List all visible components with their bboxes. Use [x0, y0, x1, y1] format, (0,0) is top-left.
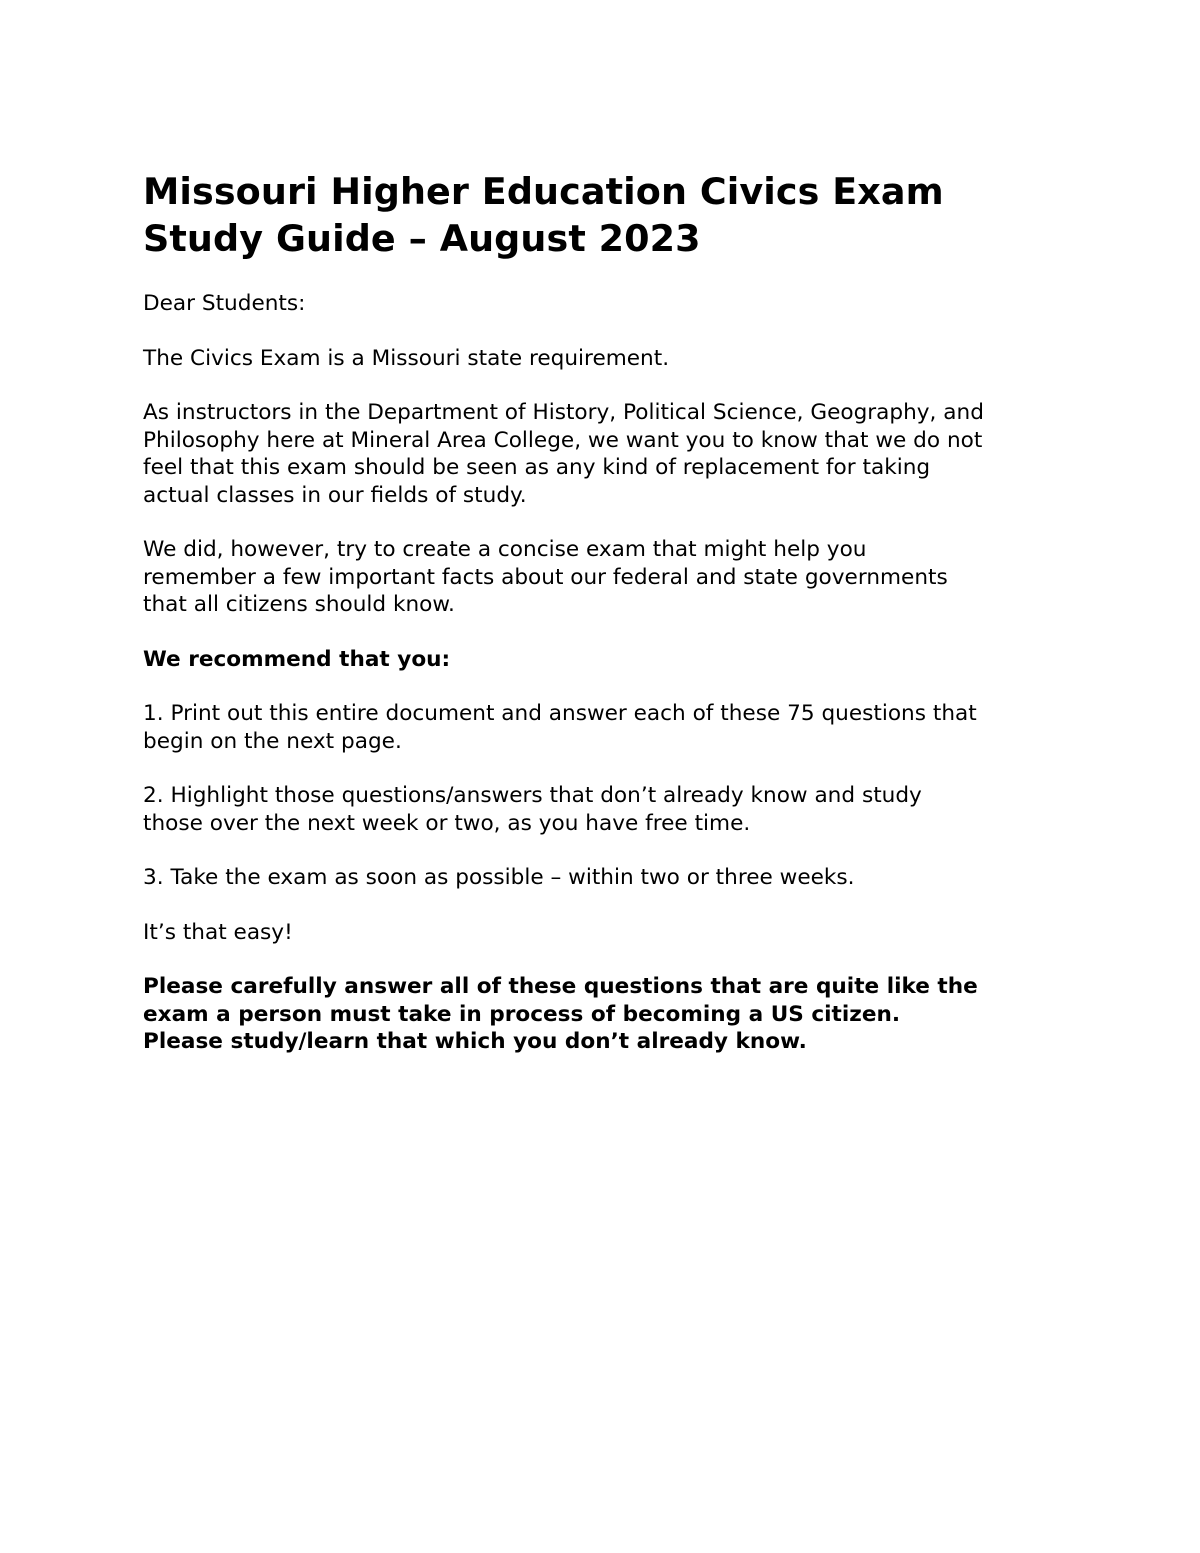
closing-line: Please study/learn that which you don’t already know. — [143, 1029, 807, 1054]
step-line: those over the next week or two, as you have free time. — [143, 810, 751, 836]
salutation: Dear Students: — [143, 291, 306, 316]
paragraph-concise-exam — [143, 536, 1083, 619]
step-2 — [143, 782, 1083, 837]
paragraph-instructors — [143, 399, 1083, 509]
paragraph-line: As instructors in the Department of History, Political Science, Geography, and — [143, 400, 984, 425]
paragraph-line: that all citizens should know. — [143, 592, 455, 617]
closing-line: Please carefully answer all of these questions that are quite like the — [143, 974, 978, 999]
step-line: 1. Print out this entire document and answer each of these 75 questions that — [143, 701, 977, 726]
paragraph-line: remember a few important facts about our federal and state governments — [143, 564, 948, 590]
paragraph-line: actual classes in our fields of study. — [143, 482, 527, 508]
document-page — [143, 168, 1083, 1056]
step-line: 2. Highlight those questions/answers that don’t already know and study — [143, 783, 922, 808]
paragraph-requirement: The Civics Exam is a Missouri state requirement. — [143, 345, 670, 371]
easy-note: It’s that easy! — [143, 919, 293, 945]
title-line-1: Missouri Higher Education Civics Exam — [143, 170, 944, 213]
document-title — [143, 168, 1083, 262]
paragraph-line: We did, however, try to create a concise exam that might help you — [143, 537, 867, 562]
closing-instructions — [143, 973, 1083, 1056]
closing-line: exam a person must take in process of becoming a US citizen. — [143, 1001, 901, 1027]
step-1 — [143, 700, 1083, 755]
paragraph-line: feel that this exam should be seen as any kind of replacement for taking — [143, 455, 931, 480]
recommend-heading: We recommend that you: — [143, 646, 451, 672]
paragraph-line: Philosophy here at Mineral Area College, we want you to know that we do not — [143, 427, 983, 453]
step-line: begin on the next page. — [143, 728, 402, 754]
step-3: 3. Take the exam as soon as possible – within two or three weeks. — [143, 865, 855, 890]
title-line-2: Study Guide – August 2023 — [143, 217, 701, 260]
